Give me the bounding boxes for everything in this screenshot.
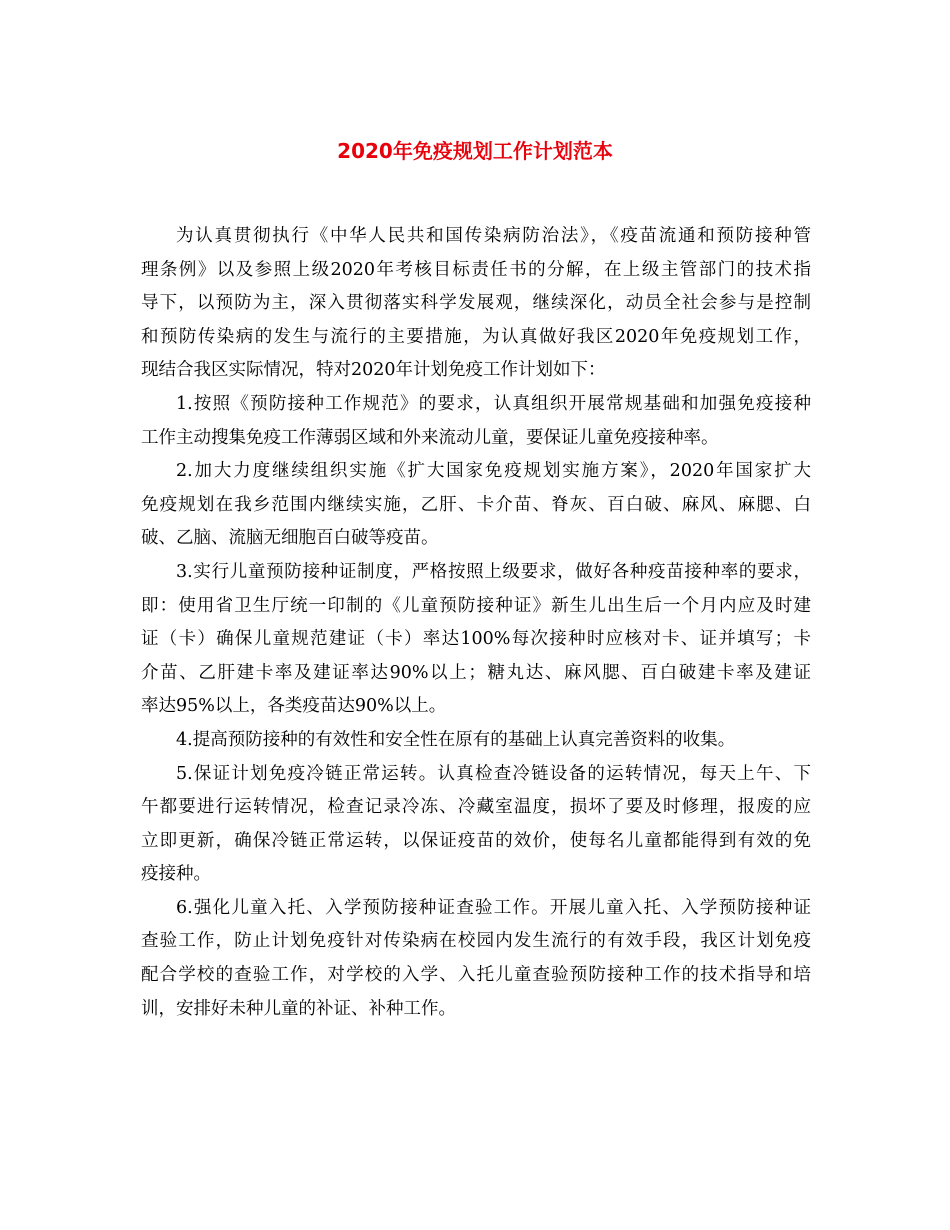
paragraph-line: 午都要进行运转情况，检查记录冷冻、冷藏室温度，损坏了要及时修理，报废的应 bbox=[141, 797, 811, 818]
paragraph-line: 1.按照《预防接种工作规范》的要求，认真组织开展常规基础和加强免疫接种 bbox=[176, 393, 811, 414]
paragraph-item-2 bbox=[141, 455, 811, 556]
paragraph-line: 现结合我区实际情况，特对2020年计划免疫工作计划如下： bbox=[141, 360, 606, 381]
paragraph-item-5 bbox=[141, 758, 811, 892]
paragraph-line: 立即更新，确保冷链正常运转，以保证疫苗的效价，使每名儿童都能得到有效的免 bbox=[141, 830, 811, 851]
paragraph-line: 6.强化儿童入托、入学预防接种证查验工作。开展儿童入托、入学预防接种证 bbox=[176, 897, 811, 918]
paragraph-line: 4.提高预防接种的有效性和安全性在原有的基础上认真完善资料的收集。 bbox=[176, 729, 736, 750]
paragraph-line: 介苗、乙肝建卡率及建证率达90%以上；糖丸达、麻风腮、百白破建卡率及建证 bbox=[141, 662, 811, 683]
paragraph-line: 和预防传染病的发生与流行的主要措施，为认真做好我区2020年免疫规划工作， bbox=[141, 326, 811, 347]
paragraph-line: 5.保证计划免疫冷链正常运转。认真检查冷链设备的运转情况，每天上午、下 bbox=[176, 763, 811, 784]
paragraph-line: 3.实行儿童预防接种证制度，严格按照上级要求，做好各种疫苗接种率的要求， bbox=[176, 561, 811, 582]
document-body bbox=[141, 220, 811, 1026]
paragraph-line: 疫接种。 bbox=[141, 864, 211, 885]
paragraph-item-3 bbox=[141, 556, 811, 724]
paragraph-line: 2.加大力度继续组织实施《扩大国家免疫规划实施方案》，2020年国家扩大 bbox=[176, 461, 811, 482]
paragraph-item-6 bbox=[141, 892, 811, 1026]
paragraph-line: 工作主动搜集免疫工作薄弱区域和外来流动儿童，要保证儿童免疫接种率。 bbox=[141, 427, 719, 448]
paragraph-line: 破、乙脑、流脑无细胞百白破等疫苗。 bbox=[141, 528, 439, 549]
paragraph-line: 查验工作，防止计划免疫针对传染病在校园内发生流行的有效手段，我区计划免疫 bbox=[141, 931, 811, 952]
paragraph-line: 训，安排好未种儿童的补证、补种工作。 bbox=[141, 998, 456, 1019]
paragraph-line: 导下，以预防为主，深入贯彻落实科学发展观，继续深化，动员全社会参与是控制 bbox=[141, 293, 811, 314]
paragraph-line: 为认真贯彻执行《中华人民共和国传染病防治法》，《疫苗流通和预防接种管 bbox=[176, 226, 811, 246]
paragraph-line: 即：使用省卫生厅统一印制的《儿童预防接种证》新生儿出生后一个月内应及时建 bbox=[141, 595, 811, 616]
paragraph-line: 率达95%以上，各类疫苗达90%以上。 bbox=[141, 696, 447, 717]
paragraph-line: 证（卡）确保儿童规范建证（卡）率达100%每次接种时应核对卡、证并填写；卡 bbox=[141, 629, 811, 650]
paragraph-line: 理条例》以及参照上级2020年考核目标责任书的分解，在上级主管部门的技术指 bbox=[141, 259, 811, 280]
paragraph-item-1 bbox=[141, 388, 811, 455]
paragraph-intro bbox=[141, 220, 811, 388]
paragraph-line: 免疫规划在我乡范围内继续实施，乙肝、卡介苗、脊灰、百白破、麻风、麻腮、白 bbox=[141, 494, 811, 515]
paragraph-item-4 bbox=[141, 724, 811, 758]
document-title: 2020年免疫规划工作计划范本 bbox=[337, 139, 613, 163]
paragraph-line: 配合学校的查验工作，对学校的入学、入托儿童查验预防接种工作的技术指导和培 bbox=[141, 965, 811, 986]
